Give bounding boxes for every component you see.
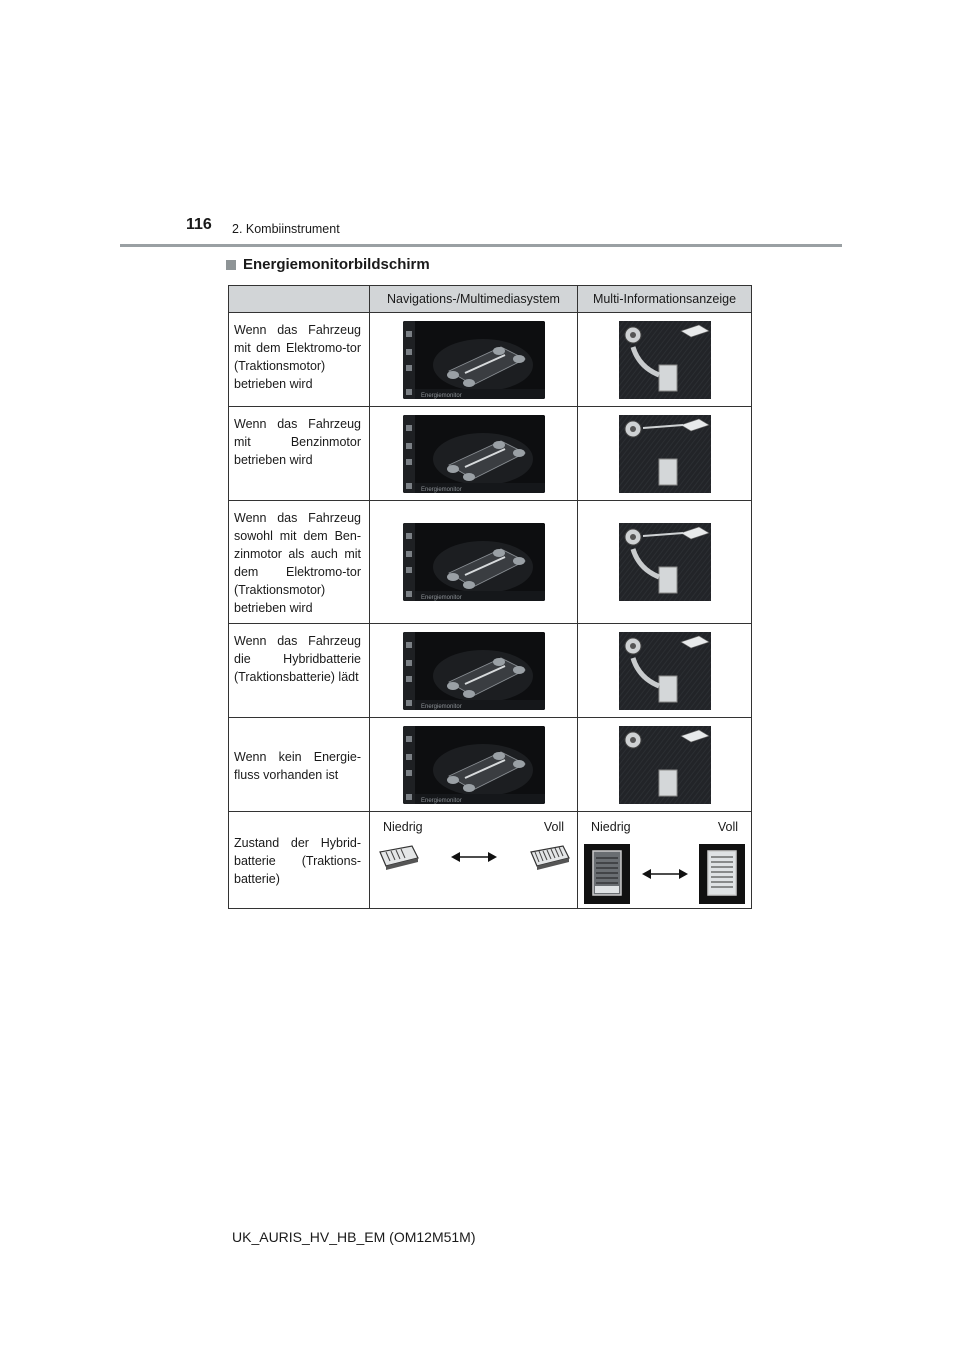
level-icons <box>584 844 745 904</box>
battery-full-icon <box>527 844 571 870</box>
screen-caption: Energiemonitor <box>420 392 462 399</box>
level-icons <box>376 844 571 870</box>
mid-battery-levels <box>578 812 752 909</box>
table-row <box>229 313 752 407</box>
mid-screen-cell <box>578 718 752 812</box>
nav-screen-cell <box>370 624 578 718</box>
row-description: Wenn das Fahrzeug sowohl mit dem Ben-zinmotor als auch mit dem Elektromo-tor (Traktionsmotor) betrieben wird <box>229 501 370 624</box>
mid-energy-flow-screen <box>619 726 711 804</box>
battery-low-icon <box>584 844 630 904</box>
table-header-row <box>229 286 752 313</box>
mid-energy-flow-screen <box>619 632 711 710</box>
section-title: Energiemonitorbildschirm <box>243 256 430 273</box>
mid-energy-flow-screen <box>619 321 711 399</box>
row-description: Wenn kein Energie-fluss vorhanden ist <box>229 718 370 812</box>
nav-energy-monitor-screen <box>403 632 545 710</box>
mid-screen-cell <box>578 624 752 718</box>
double-arrow-icon <box>451 851 497 863</box>
nav-screen-cell <box>370 718 578 812</box>
nav-energy-monitor-screen <box>403 726 545 804</box>
table-row <box>229 501 752 624</box>
section-heading <box>226 256 430 273</box>
mid-screen-cell <box>578 407 752 501</box>
nav-screen-cell <box>370 501 578 624</box>
level-labels <box>591 820 738 834</box>
nav-energy-monitor-screen <box>403 321 545 399</box>
chapter-title: 2. Kombiinstrument <box>232 222 340 236</box>
row-description: Wenn das Fahrzeug mit Benzinmotor betrieben wird <box>229 407 370 501</box>
square-bullet-icon <box>226 260 236 270</box>
header-cell-nav: Navigations-/Multimediasystem <box>370 286 578 313</box>
nav-energy-monitor-screen <box>403 415 545 493</box>
footer-code: UK_AURIS_HV_HB_EM (OM12M51M) <box>232 1229 476 1245</box>
table-row <box>229 407 752 501</box>
mid-screen-cell <box>578 313 752 407</box>
row-description: Wenn das Fahrzeug mit dem Elektromo-tor (Traktionsmotor) betrieben wird <box>229 313 370 407</box>
screen-caption: Energiemonitor <box>420 703 462 710</box>
battery-low-icon <box>376 844 420 870</box>
page-number: 116 <box>186 216 212 233</box>
nav-screen-cell <box>370 407 578 501</box>
level-low-label: Niedrig <box>383 820 423 834</box>
screen-caption: Energiemonitor <box>420 797 462 804</box>
level-labels <box>383 820 564 834</box>
table-row <box>229 624 752 718</box>
energy-monitor-table <box>228 285 752 909</box>
nav-energy-monitor-screen <box>403 523 545 601</box>
screen-caption: Energiemonitor <box>420 595 462 601</box>
battery-full-icon <box>699 844 745 904</box>
level-full-label: Voll <box>717 820 738 834</box>
row-description: Zustand der Hybrid-batterie (Traktions-batterie) <box>229 812 370 909</box>
nav-battery-levels <box>370 812 578 909</box>
header-cell-mid: Multi-Informationsanzeige <box>578 286 752 313</box>
mid-screen-cell <box>578 501 752 624</box>
double-arrow-icon <box>642 868 688 880</box>
mid-energy-flow-screen <box>619 415 711 493</box>
table-row <box>229 718 752 812</box>
header-cell-empty <box>229 286 370 313</box>
nav-screen-cell <box>370 313 578 407</box>
screen-caption: Energiemonitor <box>420 486 462 493</box>
battery-state-row <box>229 812 752 909</box>
mid-energy-flow-screen <box>619 523 711 601</box>
level-full-label: Voll <box>543 820 564 834</box>
level-low-label: Niedrig <box>591 820 631 834</box>
row-description: Wenn das Fahrzeug die Hybridbatterie (Traktionsbatterie) lädt <box>229 624 370 718</box>
header-rule <box>120 244 842 247</box>
